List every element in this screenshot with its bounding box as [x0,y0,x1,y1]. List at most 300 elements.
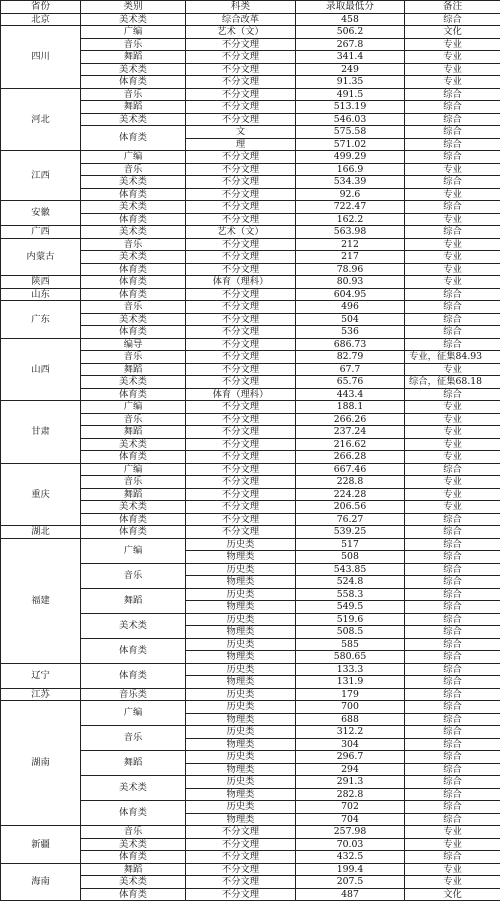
category-cell: 舞蹈 [81,863,186,876]
subject-cell: 历史类 [186,776,296,789]
category-cell: 体育类 [81,126,186,151]
subject-cell: 不分文理 [186,313,296,326]
subject-cell: 物理类 [186,551,296,564]
score-cell: 499.29 [296,151,405,164]
header-min-score: 录取最低分 [296,1,405,14]
subject-cell: 不分文理 [186,76,296,89]
score-cell: 508.5 [296,626,405,639]
subject-cell: 历史类 [186,613,296,626]
score-cell: 179 [296,688,405,701]
subject-cell: 不分文理 [186,513,296,526]
subject-cell: 艺术（文） [186,26,296,39]
province-cell: 河北 [1,88,81,151]
category-cell: 体育类 [81,638,186,663]
score-cell: 216.62 [296,438,405,451]
category-cell: 体育类 [81,513,186,526]
category-cell: 音乐 [81,88,186,101]
score-cell: 76.27 [296,513,405,526]
subject-cell: 体育（理科） [186,388,296,401]
score-cell: 549.5 [296,601,405,614]
province-cell: 广东 [1,301,81,339]
subject-cell: 不分文理 [186,526,296,539]
table-row [1,13,500,26]
subject-cell: 历史类 [186,688,296,701]
subject-cell: 物理类 [186,601,296,614]
subject-cell: 不分文理 [186,301,296,314]
subject-cell: 不分文理 [186,488,296,501]
category-cell: 体育类 [81,526,186,539]
score-cell: 67.7 [296,363,405,376]
note-cell: 综合 [405,126,500,139]
score-cell: 504 [296,313,405,326]
score-cell: 78.96 [296,263,405,276]
note-cell: 专业 [405,488,500,501]
subject-cell: 不分文理 [186,351,296,364]
province-cell: 江苏 [1,688,81,701]
province-cell: 江西 [1,151,81,201]
category-cell: 舞蹈 [81,488,186,501]
header-subject: 科类 [186,1,296,14]
category-cell: 音乐 [81,413,186,426]
note-cell: 综合 [405,676,500,689]
subject-cell: 不分文理 [186,438,296,451]
score-cell: 91.35 [296,76,405,89]
table-row [1,863,500,876]
score-cell: 312.2 [296,726,405,739]
category-cell: 美术类 [81,776,186,801]
category-cell: 体育类 [81,388,186,401]
score-cell: 508 [296,551,405,564]
category-cell: 音乐 [81,238,186,251]
score-cell: 237.24 [296,426,405,439]
subject-cell: 不分文理 [186,188,296,201]
subject-cell: 不分文理 [186,426,296,439]
score-cell: 686.73 [296,338,405,351]
category-cell: 体育类 [81,801,186,826]
table-row [1,826,500,839]
table-row [1,238,500,251]
note-cell: 综合 [405,713,500,726]
subject-cell: 不分文理 [186,38,296,51]
note-cell: 综合 [405,463,500,476]
score-cell: 700 [296,701,405,714]
score-cell: 575.58 [296,126,405,139]
subject-cell: 物理类 [186,813,296,826]
subject-cell: 文 [186,126,296,139]
subject-cell: 不分文理 [186,51,296,64]
note-cell: 专业 [405,63,500,76]
note-cell: 专业 [405,163,500,176]
subject-cell: 不分文理 [186,113,296,126]
score-cell: 491.5 [296,88,405,101]
score-cell: 496 [296,301,405,314]
score-cell: 206.56 [296,501,405,514]
category-cell: 美术类 [81,176,186,189]
category-cell: 舞蹈 [81,751,186,776]
header-province: 省份 [1,1,81,14]
category-cell: 音乐类 [81,688,186,701]
note-cell: 专业 [405,863,500,876]
score-cell: 722.47 [296,201,405,214]
category-cell: 体育类 [81,213,186,226]
note-cell: 专业 [405,263,500,276]
category-cell: 体育类 [81,326,186,339]
category-cell: 体育类 [81,663,186,688]
subject-cell: 不分文理 [186,863,296,876]
note-cell: 综合 [405,726,500,739]
score-cell: 513.19 [296,101,405,114]
category-cell: 体育类 [81,851,186,864]
province-cell: 四川 [1,26,81,89]
score-cell: 92.6 [296,188,405,201]
score-cell: 133.3 [296,663,405,676]
note-cell: 专业 [405,426,500,439]
category-cell: 体育类 [81,451,186,464]
score-cell: 563.98 [296,226,405,239]
score-cell: 70.03 [296,838,405,851]
category-cell: 舞蹈 [81,588,186,613]
note-cell: 综合 [405,576,500,589]
table-row [1,276,500,289]
note-cell: 专业 [405,213,500,226]
score-cell: 257.98 [296,826,405,839]
note-cell: 综合 [405,788,500,801]
note-cell: 综合 [405,226,500,239]
note-cell: 综合 [405,176,500,189]
note-cell: 综合 [405,288,500,301]
score-cell: 543.85 [296,563,405,576]
subject-cell: 历史类 [186,588,296,601]
category-cell: 音乐 [81,163,186,176]
note-cell: 专业 [405,413,500,426]
subject-cell: 物理类 [186,626,296,639]
subject-cell: 不分文理 [186,88,296,101]
note-cell: 综合 [405,638,500,651]
score-cell: 217 [296,251,405,264]
note-cell: 专业，征集84.93 [405,351,500,364]
score-cell: 458 [296,13,405,26]
note-cell: 综合 [405,201,500,214]
note-cell: 专业 [405,476,500,489]
category-cell: 广编 [81,538,186,563]
category-cell: 美术类 [81,876,186,889]
note-cell: 综合 [405,851,500,864]
province-cell: 山东 [1,288,81,301]
subject-cell: 不分文理 [186,401,296,414]
score-cell: 267.8 [296,38,405,51]
subject-cell: 物理类 [186,576,296,589]
note-cell: 综合 [405,651,500,664]
score-cell: 604.95 [296,288,405,301]
table-row [1,301,500,314]
province-cell: 湖北 [1,526,81,539]
subject-cell: 物理类 [186,676,296,689]
category-cell: 音乐 [81,351,186,364]
score-cell: 558.3 [296,588,405,601]
table-row [1,151,500,164]
table-row [1,288,500,301]
note-cell: 专业 [405,51,500,64]
subject-cell: 不分文理 [186,838,296,851]
table-row [1,526,500,539]
note-cell: 专业 [405,876,500,889]
note-cell: 综合 [405,701,500,714]
province-cell: 重庆 [1,463,81,526]
category-cell: 美术类 [81,226,186,239]
category-cell: 体育类 [81,888,186,901]
note-cell: 综合 [405,663,500,676]
subject-cell: 不分文理 [186,338,296,351]
score-cell: 131.9 [296,676,405,689]
subject-cell: 不分文理 [186,476,296,489]
category-cell: 编导 [81,338,186,351]
category-cell: 体育类 [81,276,186,289]
province-cell: 山西 [1,338,81,401]
subject-cell: 不分文理 [186,176,296,189]
subject-cell: 综合改革 [186,13,296,26]
category-cell: 美术类 [81,63,186,76]
note-cell: 综合 [405,551,500,564]
note-cell: 综合 [405,13,500,26]
subject-cell: 不分文理 [186,826,296,839]
subject-cell: 历史类 [186,701,296,714]
score-cell: 266.28 [296,451,405,464]
table-row [1,538,500,551]
score-cell: 539.25 [296,526,405,539]
category-cell: 广编 [81,401,186,414]
score-cell: 166.9 [296,163,405,176]
category-cell: 体育类 [81,263,186,276]
table-row [1,338,500,351]
score-cell: 82.79 [296,351,405,364]
note-cell: 综合 [405,326,500,339]
score-cell: 519.6 [296,613,405,626]
score-cell: 291.3 [296,776,405,789]
category-cell: 美术类 [81,376,186,389]
note-cell: 专业 [405,838,500,851]
subject-cell: 不分文理 [186,451,296,464]
subject-cell: 历史类 [186,801,296,814]
table-row [1,401,500,414]
subject-cell: 物理类 [186,763,296,776]
note-cell: 综合 [405,88,500,101]
category-cell: 美术类 [81,438,186,451]
score-cell: 702 [296,801,405,814]
subject-cell: 理 [186,138,296,151]
province-cell: 陕西 [1,276,81,289]
score-cell: 432.5 [296,851,405,864]
subject-cell: 不分文理 [186,876,296,889]
header-category: 类别 [81,1,186,14]
note-cell: 专业 [405,238,500,251]
header-row [1,1,500,14]
table-row [1,26,500,39]
score-cell: 487 [296,888,405,901]
province-cell: 内蒙古 [1,238,81,276]
province-cell: 甘肃 [1,401,81,464]
category-cell: 美术类 [81,201,186,214]
note-cell: 综合 [405,563,500,576]
score-cell: 524.8 [296,576,405,589]
score-cell: 188.1 [296,401,405,414]
score-cell: 249 [296,63,405,76]
table-row [1,663,500,676]
subject-cell: 不分文理 [186,463,296,476]
subject-cell: 不分文理 [186,501,296,514]
province-cell: 辽宁 [1,663,81,688]
score-cell: 199.4 [296,863,405,876]
table-row [1,226,500,239]
score-cell: 80.93 [296,276,405,289]
note-cell: 综合 [405,526,500,539]
table-row [1,688,500,701]
subject-cell: 历史类 [186,663,296,676]
table-header [1,1,500,14]
subject-cell: 不分文理 [186,888,296,901]
subject-cell: 历史类 [186,726,296,739]
note-cell: 综合 [405,601,500,614]
subject-cell: 不分文理 [186,238,296,251]
subject-cell: 不分文理 [186,413,296,426]
note-cell: 综合 [405,313,500,326]
category-cell: 舞蹈 [81,363,186,376]
note-cell: 文化 [405,888,500,901]
subject-cell: 不分文理 [186,851,296,864]
table-body [1,13,500,901]
subject-cell: 体育（理科） [186,276,296,289]
subject-cell: 历史类 [186,563,296,576]
category-cell: 美术类 [81,613,186,638]
subject-cell: 不分文理 [186,63,296,76]
subject-cell: 艺术（文） [186,226,296,239]
subject-cell: 物理类 [186,651,296,664]
province-cell: 广西 [1,226,81,239]
subject-cell: 不分文理 [186,376,296,389]
subject-cell: 不分文理 [186,213,296,226]
category-cell: 舞蹈 [81,101,186,114]
subject-cell: 物理类 [186,713,296,726]
subject-cell: 不分文理 [186,263,296,276]
note-cell: 综合 [405,138,500,151]
note-cell: 专业 [405,401,500,414]
score-cell: 294 [296,763,405,776]
score-cell: 443.4 [296,388,405,401]
category-cell: 广编 [81,463,186,476]
note-cell: 综合 [405,613,500,626]
score-cell: 65.76 [296,376,405,389]
header-note: 备注 [405,1,500,14]
score-cell: 162.2 [296,213,405,226]
province-cell: 湖南 [1,701,81,826]
table-row [1,701,500,714]
note-cell: 综合 [405,813,500,826]
table-row [1,88,500,101]
category-cell: 音乐 [81,301,186,314]
category-cell: 美术类 [81,501,186,514]
score-cell: 688 [296,713,405,726]
subject-cell: 不分文理 [186,288,296,301]
score-cell: 546.03 [296,113,405,126]
category-cell: 美术类 [81,251,186,264]
note-cell: 专业 [405,251,500,264]
subject-cell: 不分文理 [186,251,296,264]
score-cell: 571.02 [296,138,405,151]
subject-cell: 物理类 [186,738,296,751]
category-cell: 美术类 [81,13,186,26]
score-cell: 266.26 [296,413,405,426]
note-cell: 综合 [405,101,500,114]
category-cell: 美术类 [81,113,186,126]
score-cell: 224.28 [296,488,405,501]
score-cell: 296.7 [296,751,405,764]
province-cell: 福建 [1,538,81,663]
table-row [1,463,500,476]
table-row [1,201,500,214]
category-cell: 美术类 [81,838,186,851]
subject-cell: 历史类 [186,538,296,551]
category-cell: 体育类 [81,76,186,89]
subject-cell: 物理类 [186,788,296,801]
note-cell: 专业 [405,76,500,89]
note-cell: 专业 [405,501,500,514]
score-cell: 207.5 [296,876,405,889]
category-cell: 体育类 [81,188,186,201]
subject-cell: 历史类 [186,638,296,651]
score-cell: 580.65 [296,651,405,664]
score-cell: 534.39 [296,176,405,189]
note-cell: 综合 [405,588,500,601]
category-cell: 广编 [81,701,186,726]
category-cell: 广编 [81,26,186,39]
note-cell: 专业 [405,451,500,464]
score-cell: 667.46 [296,463,405,476]
note-cell: 综合 [405,626,500,639]
subject-cell: 历史类 [186,751,296,764]
score-cell: 212 [296,238,405,251]
note-cell: 综合 [405,801,500,814]
note-cell: 综合 [405,513,500,526]
category-cell: 舞蹈 [81,426,186,439]
score-cell: 517 [296,538,405,551]
subject-cell: 不分文理 [186,326,296,339]
province-cell: 北京 [1,13,81,26]
score-cell: 506.2 [296,26,405,39]
subject-cell: 不分文理 [186,151,296,164]
note-cell: 综合 [405,738,500,751]
note-cell: 综合 [405,688,500,701]
score-cell: 304 [296,738,405,751]
note-cell: 综合 [405,388,500,401]
note-cell: 综合 [405,776,500,789]
subject-cell: 不分文理 [186,101,296,114]
note-cell: 综合 [405,113,500,126]
category-cell: 音乐 [81,563,186,588]
note-cell: 专业 [405,38,500,51]
note-cell: 专业 [405,826,500,839]
note-cell: 综合 [405,751,500,764]
note-cell: 专业 [405,276,500,289]
category-cell: 美术类 [81,313,186,326]
category-cell: 音乐 [81,38,186,51]
score-cell: 228.8 [296,476,405,489]
category-cell: 舞蹈 [81,51,186,64]
note-cell: 专业 [405,438,500,451]
province-cell: 海南 [1,863,81,901]
score-cell: 282.8 [296,788,405,801]
category-cell: 音乐 [81,476,186,489]
note-cell: 综合，征集68.18 [405,376,500,389]
category-cell: 音乐 [81,826,186,839]
